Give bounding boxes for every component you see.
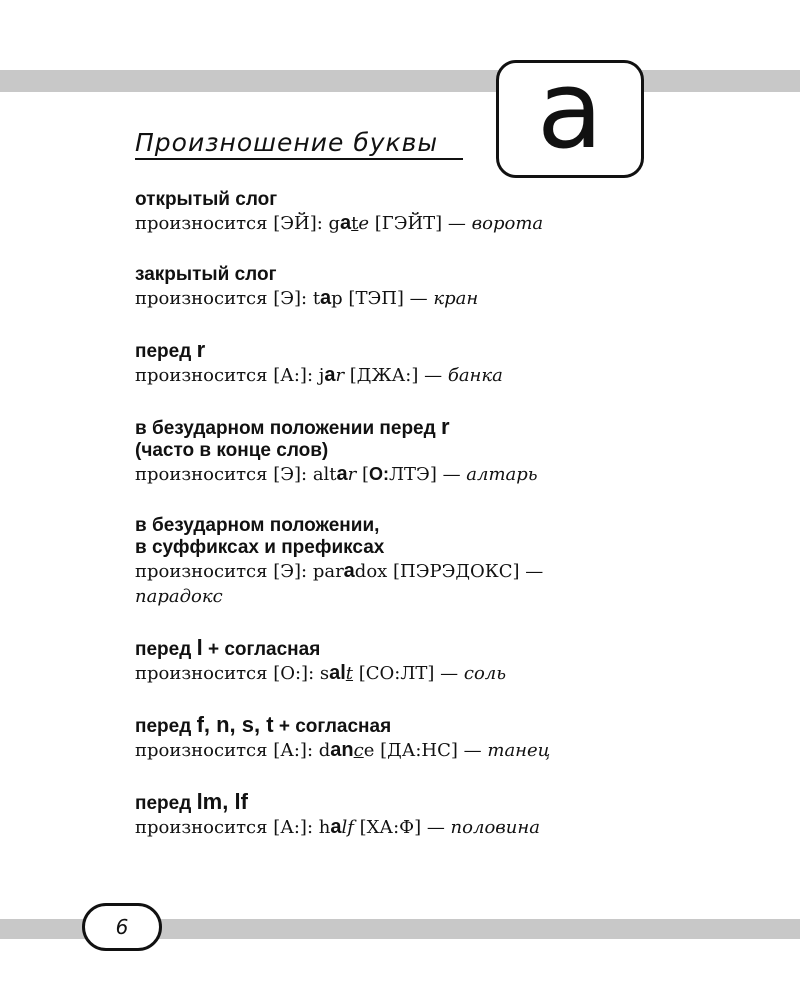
translation: танец [487, 740, 551, 761]
rule-example: произносится [А:]: dance [ДА:НС] — танец [135, 739, 551, 761]
rule-heading: перед lm, lf [135, 789, 248, 814]
rule-entry [135, 189, 695, 236]
rule-heading: перед l + согласная [135, 635, 321, 660]
rule-example: произносится [ЭЙ]: gate [ГЭЙТ] — ворота [135, 212, 544, 234]
translation: половина [450, 817, 540, 838]
page-title: Произношение буквы [135, 128, 439, 157]
rule-heading: в безударном положении, в суффиксах и префиксах [135, 515, 385, 558]
rule-example: произносится [А:]: jar [ДЖА:] — банка [135, 364, 503, 386]
rule-entry [135, 416, 695, 487]
rule-heading: в безударном положении перед r (часто в конце слов) [135, 414, 450, 461]
rule-example: произносится [А:]: half [ХА:Ф] — половина [135, 816, 540, 838]
rule-entry [135, 515, 695, 609]
top-gray-band [0, 70, 800, 92]
rule-heading: открытый слог [135, 189, 278, 210]
translation: кран [433, 288, 479, 309]
translation: соль [463, 663, 507, 684]
rule-heading: перед f, n, s, t + согласная [135, 712, 392, 737]
translation: алтарь [466, 464, 538, 485]
rule-example: произносится [Э]: paradox [ПЭРЭДОКС] — парадокс [135, 560, 544, 607]
translation: парадокс [135, 586, 223, 607]
letter-badge [496, 48, 644, 178]
rule-heading: закрытый слог [135, 264, 277, 285]
page-number: 6 [82, 903, 162, 951]
translation: ворота [471, 213, 544, 234]
rules-list [135, 189, 695, 868]
rule-entry [135, 339, 695, 388]
title-underline [135, 158, 463, 160]
rule-entry [135, 714, 695, 763]
rule-entry [135, 264, 695, 311]
rule-example: произносится [Э]: tap [ТЭП] — кран [135, 287, 479, 309]
rule-example: произносится [Э]: altar [О:ЛТЭ] — алтарь [135, 463, 538, 485]
rule-example: произносится [О:]: salt [СО:ЛТ] — соль [135, 662, 507, 684]
rule-entry [135, 637, 695, 686]
rule-heading: перед r [135, 337, 206, 362]
translation: банка [447, 365, 503, 386]
letter-badge-glyph: а [536, 48, 604, 173]
rule-entry [135, 791, 695, 840]
